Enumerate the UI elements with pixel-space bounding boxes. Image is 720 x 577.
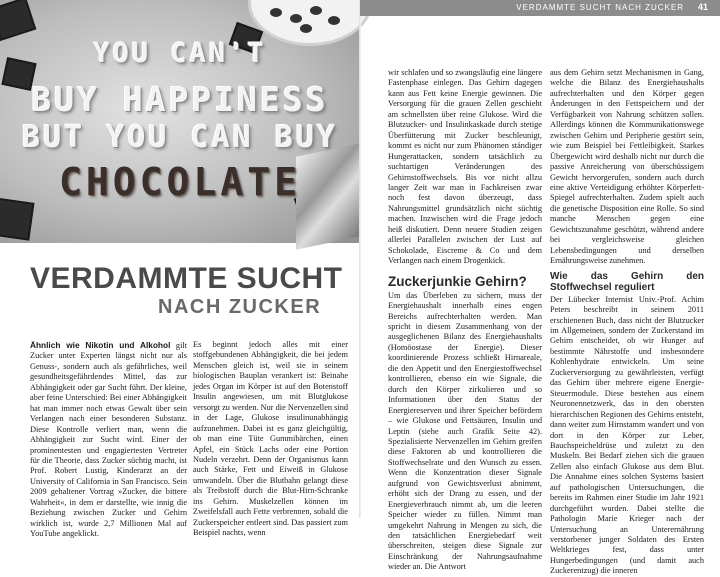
body-text: Um das Überleben zu sichern, muss der Energiehaushalt innerhalb eines engen Bereichs aufrechterhalten werden. Man spricht in diesem Zusammenhang von der ausgeglichenen Bilanz des Energiehaushalts (Homöostase der Energie). Dieser koordinierende Prozess schließt Hirnareale, die den Appetit und den Energiestoffwechsel kontrollieren, ebenso ein wie Signale, die durch den Körper zirkulieren und so Informationen über den Status der Energiereserven und ihrer Speicher befördern – wie Glukose und Fettsäuren, Insulin und Leptin (siehe auch Grafik Seite 42). Spezialisierte Nervenzellen im Gehirn greifen diese Faktoren ab und kontrollieren die Stoffwechselrate und den Wunsch zu essen. Wenn die Konzentration dieser Signale aufgrund von Gewichtsverlust abnimmt, erhöht sich der Drang zu essen, und der Energieverbrauch nimmt ab, um die leeren Speicher wieder zu füllen. Nimmt man umgekehrt Nahrung in Mengen zu sich, die den tatsächlichen Energiebedarf weit überschreiten, steigen diese Signale zur Einschränkung der Nahrungsaufnahme wieder an. Die Antwort	[388, 290, 542, 572]
left-page	[0, 0, 360, 539]
photo-letters-line3: BUT YOU CAN BUY	[22, 120, 338, 155]
right-page	[360, 0, 720, 576]
left-column-1	[30, 340, 187, 540]
body-text: aus dem Gehirn setzt Mechanismen in Gang, welche die Bilanz des Energiehaushalts aufrechterhalten und den Körper gegen Änderungen in den Fettspeichern und der Verfügbarkeit von Nahrung schützen sollen. Allerdings können die Kommunikationswege zwischen Gehirn und Peripherie gestört sein, wie zum Beispiel bei Fettleibigkeit. Starkes Übergewicht wird deshalb nicht nur durch die passive Anreicherung von überschüssigem Gewicht hervorgerufen, sondern auch durch eine aktive Verteidigung erhöhter Körperfett-Spiegel aufrechterhalten. Zudem spielt auch die genetische Disposition eine Rolle. So sind manche Menschen gegen eine Gewichtszunahme geschützt, während andere bei vergleichsweise gleichen Lebensbedingungen und derselben Ernährungsweise zunehmen.	[550, 68, 704, 266]
body-text: gilt Zucker unter Experten längst nicht nur als Genuss-, sondern auch als gefährliches, weil gesundheitsgefährdendes Mittel, das zur Abhängigkeit oder gar Sucht führt. Der kleine, aber feine Unterschied: Bei einer Abhängigkeit hat man immer noch etwas Gewalt über sein Verlangen nach einer besonderen Substanz. Diese Kontrolle verliert man, wenn die Abhängigkeit zur Sucht wird. Einer der prominentesten und engagiertesten Vertreter für die Theorie, dass Zucker süchtig macht, ist Prof. Robert Lustig, Kinderarzt an der University of California in San Francisco. Sein 2009 gehaltener Vortrag »Zucker, die bittere Wahrheit«, in dem er darstellte, wie innig die Beziehung zwischen Zucker und Gehirn wirklich ist, wurde 2,7 Millionen Mal auf YouTube angeklickt.	[30, 341, 187, 539]
right-column-2	[550, 68, 704, 577]
photo-letters-line1: YOU CAN'T	[93, 38, 267, 69]
lead-in: Ähnlich wie Nikotin und Alkohol	[30, 340, 171, 350]
right-column-1	[388, 68, 542, 573]
photo-letters-line2: BUY HAPPINESS	[31, 80, 329, 119]
body-text: Es beginnt jedoch alles mit einer stoffgebundenen Abhängigkeit, die bei jedem Menschen gleich ist, weil sie in seinem biologischen Bauplan verankert ist: Beinahe jedes Organ im Körper ist auf den Botenstoff Insulin angewiesen, um mit Blutglukose versorgt zu werden. Nur die Nervenzellen sind in der Lage, Glukose insulinunabhängig aufzunehmen. Dabei ist es ganz gleichgültig, ob man eine Tüte Gummibärchen, einen Apfel, ein Stück Lachs oder eine Portion Nudeln verzehrt. Denn der Organismus kann auch Stärke, Fett und Eiweiß in Glukose umwandeln. Über die Blutbahn gelangt diese als Treibstoff durch die Blut-Hirn-Schranke ins Gehirn. Muskelzellen können im Zweifelsfall auch Fette verbrennen, sobald die Zuckerspeicher entleert sind. Das passiert zum Beispiel nachts, wenn	[193, 340, 348, 538]
body-text: Der Lübecker Internist Univ.-Prof. Achim Peters beschreibt in seinem 2011 erschienenen Buch, dass nicht der Blutzucker im Allgemeinen, sondern der Zuckerstand im Gehirn entscheidet, ob wir Hunger auf bestimmte Nährstoffe und insbesondere Kohlenhydrate entwickeln. Um seine Zuckerversorgung zu gewährleisten, verfügt das Gehirn über mehrere eigene Energie-Steuermodule. Diese bestehen aus einem Neuronennetzwerk, das in den obersten hierarchischen Regionen des Gehirns entsteht, dann weiter zum Hirnstamm wandert und von dort in den Körper zur Leber, Bauchspeicheldrüse und zuletzt zu den Muskeln. Bei Bedarf ziehen sich die grauen Zellen also einfach Glukose aus dem Blut. Die Annahme eines solchen Systems basiert auf pathologischen Untersuchungen, die bereits im Rahmen einer Studie im Jahr 1921 durchgeführt wurden. Dabei stellte die Pathologin Marie Krieger nach der Untersuchung an Unterernährung verstorbener junger Soldaten des Ersten Weltkrieges fest, dass unter Hungerbedingungen (und damit auch Zuckerentzug) die inneren	[550, 294, 704, 576]
chocolate-photo	[0, 0, 360, 243]
left-column-2	[193, 340, 348, 539]
chapter-title: VERDAMMTE SUCHT	[30, 262, 343, 295]
section-heading: Zuckerjunkie Gehirn?	[388, 273, 527, 289]
chapter-subtitle: NACH ZUCKER	[158, 296, 322, 318]
photo-letters-line4: CHOCOLATE	[59, 160, 301, 204]
running-head	[360, 0, 720, 16]
page-number: 41	[697, 2, 708, 12]
body-text: wir schlafen und so zwangsläufig eine längere Fastenphase einlegen. Das Gehirn dagegen kann aus Fett keine Energie gewinnen. Die Versorgung für die grauen Zellen geschieht am schnellsten über reine Glukose. Wird die Blutzucker- und Insulinkaskade durch stetige Überfütterung mit Zucker beschleunigt, kommt es nicht nur zum Phänomen ständiger Hungerattacken, sondern tatsächlich zu suchtartigen Veränderungen des Gehirnstoffwechsels. Bis vor nicht allzu langer Zeit war man in Fachkreisen zwar noch fest davon überzeugt, dass Nahrungsmittel grundsätzlich nicht süchtig machen. Inzwischen wird die Frage jedoch heiß diskutiert. Denn neuere Studien zeigen allerlei Parallelen zwischen der Lust auf Schokolade, Eiscreme & Co und dem Verlangen nach einem Drogenkick.	[388, 68, 542, 266]
running-head-text: VERDAMMTE SUCHT NACH ZUCKER	[516, 3, 684, 12]
chocolate-block	[0, 0, 36, 41]
section-heading: Wie das Gehirn den Stoffwechsel reguliert	[550, 270, 704, 293]
